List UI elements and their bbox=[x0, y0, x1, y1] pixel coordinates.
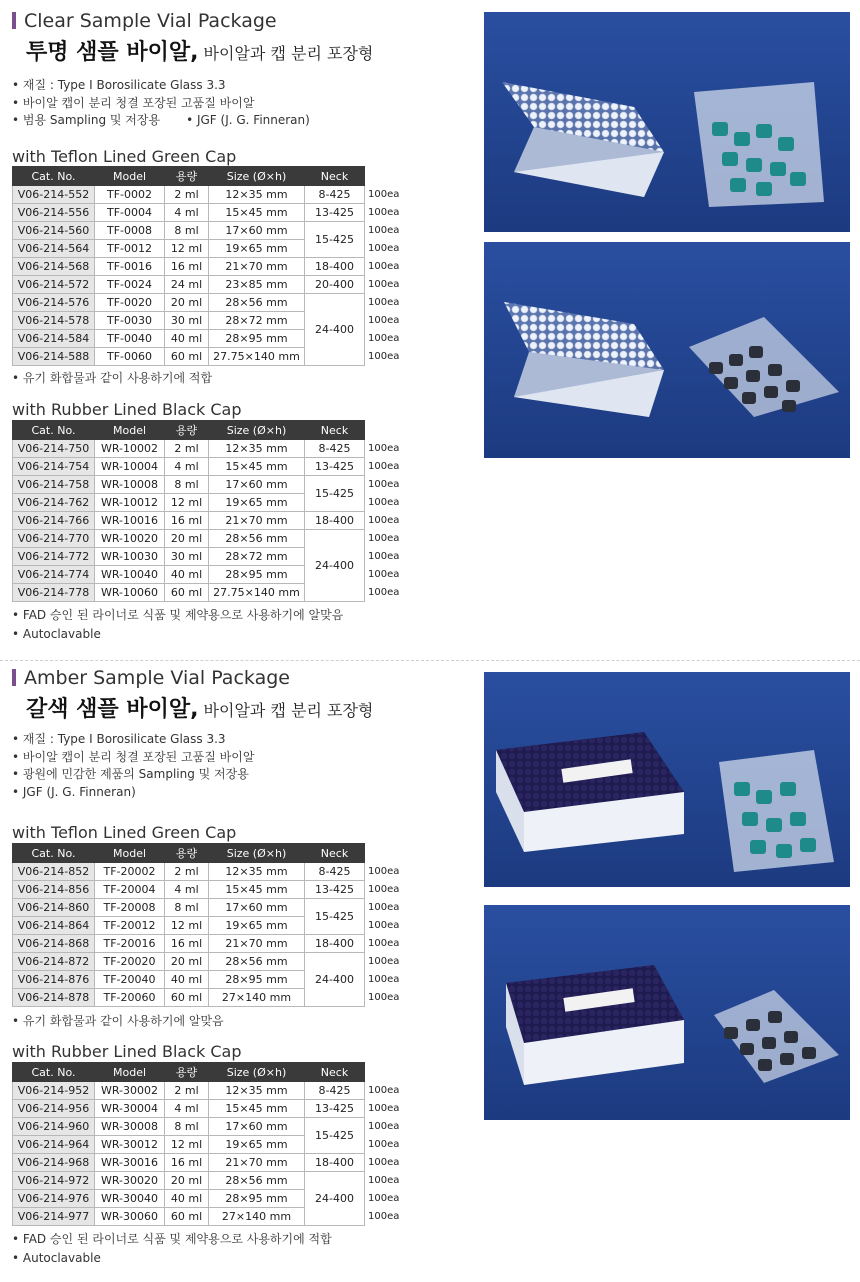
column-header: Size (Ø×h) bbox=[209, 421, 305, 440]
clear-vials-green-caps-photo bbox=[484, 12, 850, 232]
neck-cell: 8-425 bbox=[305, 186, 365, 204]
column-header: Neck bbox=[305, 844, 365, 863]
amber-rubber-title: with Rubber Lined Black Cap bbox=[12, 1042, 242, 1061]
column-header: Cat. No. bbox=[13, 421, 95, 440]
volume-cell: 8 ml bbox=[165, 222, 209, 240]
quantity-cell: 100ea bbox=[365, 312, 401, 330]
cat-no-cell: V06-214-568 bbox=[13, 258, 95, 276]
table-header-row bbox=[13, 421, 401, 440]
volume-cell: 60 ml bbox=[165, 584, 209, 602]
clear-rubber-notes: • FAD 승인 된 라이너로 식품 및 제약용으로 사용하기에 알맞음 • Autoclavable bbox=[12, 608, 344, 641]
column-header: Model bbox=[95, 844, 165, 863]
column-header: Size (Ø×h) bbox=[209, 844, 305, 863]
neck-cell: 13-425 bbox=[305, 204, 365, 222]
volume-cell: 20 ml bbox=[165, 1172, 209, 1190]
size-cell: 27.75×140 mm bbox=[209, 348, 305, 366]
volume-cell: 24 ml bbox=[165, 276, 209, 294]
quantity-cell: 100ea bbox=[365, 989, 401, 1007]
quantity-cell: 100ea bbox=[365, 258, 401, 276]
volume-cell: 16 ml bbox=[165, 258, 209, 276]
size-cell: 23×85 mm bbox=[209, 276, 305, 294]
size-cell: 28×95 mm bbox=[209, 1190, 305, 1208]
size-cell: 28×95 mm bbox=[209, 566, 305, 584]
model-cell: WR-10030 bbox=[95, 548, 165, 566]
table-row bbox=[13, 512, 401, 530]
model-cell: WR-30040 bbox=[95, 1190, 165, 1208]
size-cell: 19×65 mm bbox=[209, 240, 305, 258]
model-cell: TF-0024 bbox=[95, 276, 165, 294]
cat-no-cell: V06-214-588 bbox=[13, 348, 95, 366]
quantity-cell: 100ea bbox=[365, 476, 401, 494]
model-cell: WR-10040 bbox=[95, 566, 165, 584]
quantity-cell: 100ea bbox=[365, 917, 401, 935]
neck-cell: 8-425 bbox=[305, 863, 365, 881]
cat-no-cell: V06-214-872 bbox=[13, 953, 95, 971]
size-cell: 28×95 mm bbox=[209, 330, 305, 348]
volume-cell: 40 ml bbox=[165, 971, 209, 989]
clear-vials-black-caps-photo bbox=[484, 242, 850, 458]
model-cell: TF-20008 bbox=[95, 899, 165, 917]
table-row bbox=[13, 204, 401, 222]
size-cell: 21×70 mm bbox=[209, 1154, 305, 1172]
clear-rubber-table bbox=[12, 420, 401, 602]
quantity-cell: 100ea bbox=[365, 1136, 401, 1154]
bullet-item: • 광원에 민감한 제품의 Sampling 및 저장용 bbox=[12, 767, 249, 782]
quantity-cell: 100ea bbox=[365, 204, 401, 222]
table-row bbox=[13, 935, 401, 953]
clear-teflon-title: with Teflon Lined Green Cap bbox=[12, 147, 237, 166]
cat-no-cell: V06-214-864 bbox=[13, 917, 95, 935]
bullet-item: • 바이알 캡이 분리 청결 포장된 고품질 바이알 bbox=[12, 95, 255, 110]
table-row bbox=[13, 222, 401, 240]
bullet-item: • JGF (J. G. Finneran) bbox=[12, 785, 136, 800]
model-cell: WR-30008 bbox=[95, 1118, 165, 1136]
quantity-cell: 100ea bbox=[365, 440, 401, 458]
size-cell: 15×45 mm bbox=[209, 204, 305, 222]
size-cell: 12×35 mm bbox=[209, 1082, 305, 1100]
quantity-cell: 100ea bbox=[365, 863, 401, 881]
column-header: 용량 bbox=[165, 421, 209, 440]
volume-cell: 60 ml bbox=[165, 989, 209, 1007]
model-cell: TF-20060 bbox=[95, 989, 165, 1007]
quantity-cell: 100ea bbox=[365, 881, 401, 899]
cat-no-cell: V06-214-964 bbox=[13, 1136, 95, 1154]
volume-cell: 60 ml bbox=[165, 348, 209, 366]
volume-cell: 16 ml bbox=[165, 935, 209, 953]
size-cell: 17×60 mm bbox=[209, 899, 305, 917]
table-row bbox=[13, 953, 401, 971]
model-cell: TF-20016 bbox=[95, 935, 165, 953]
cat-no-cell: V06-214-878 bbox=[13, 989, 95, 1007]
neck-cell: 18-400 bbox=[305, 935, 365, 953]
cat-no-cell: V06-214-754 bbox=[13, 458, 95, 476]
column-header: Size (Ø×h) bbox=[209, 1063, 305, 1082]
size-cell: 28×72 mm bbox=[209, 312, 305, 330]
table-header-row bbox=[13, 844, 401, 863]
size-cell: 17×60 mm bbox=[209, 222, 305, 240]
size-cell: 17×60 mm bbox=[209, 476, 305, 494]
quantity-cell: 100ea bbox=[365, 512, 401, 530]
volume-cell: 8 ml bbox=[165, 476, 209, 494]
table-row bbox=[13, 863, 401, 881]
cat-no-cell: V06-214-560 bbox=[13, 222, 95, 240]
volume-cell: 2 ml bbox=[165, 863, 209, 881]
model-cell: WR-10012 bbox=[95, 494, 165, 512]
quantity-cell: 100ea bbox=[365, 548, 401, 566]
neck-cell: 20-400 bbox=[305, 276, 365, 294]
quantity-cell: 100ea bbox=[365, 1208, 401, 1226]
model-cell: WR-10008 bbox=[95, 476, 165, 494]
column-header: 용량 bbox=[165, 1063, 209, 1082]
model-cell: WR-10002 bbox=[95, 440, 165, 458]
bullet-item: • 재질 : Type I Borosilicate Glass 3.3 bbox=[12, 78, 226, 92]
column-header: Size (Ø×h) bbox=[209, 167, 305, 186]
model-cell: TF-20012 bbox=[95, 917, 165, 935]
amber-teflon-table bbox=[12, 843, 401, 1007]
amber-rubber-table bbox=[12, 1062, 401, 1226]
volume-cell: 20 ml bbox=[165, 530, 209, 548]
table-row bbox=[13, 258, 401, 276]
neck-cell: 15-425 bbox=[305, 476, 365, 512]
model-cell: WR-30016 bbox=[95, 1154, 165, 1172]
model-cell: WR-10004 bbox=[95, 458, 165, 476]
quantity-cell: 100ea bbox=[365, 222, 401, 240]
column-header: Model bbox=[95, 1063, 165, 1082]
cat-no-cell: V06-214-556 bbox=[13, 204, 95, 222]
volume-cell: 4 ml bbox=[165, 204, 209, 222]
bullet-item: • 재질 : Type I Borosilicate Glass 3.3 bbox=[12, 732, 226, 746]
amber-vials-green-caps-photo bbox=[484, 672, 850, 887]
model-cell: WR-10016 bbox=[95, 512, 165, 530]
column-header: 용량 bbox=[165, 167, 209, 186]
table-row bbox=[13, 440, 401, 458]
clear-spec-bullets bbox=[12, 77, 310, 130]
neck-cell: 18-400 bbox=[305, 1154, 365, 1172]
size-cell: 19×65 mm bbox=[209, 1136, 305, 1154]
cat-no-cell: V06-214-977 bbox=[13, 1208, 95, 1226]
volume-cell: 12 ml bbox=[165, 494, 209, 512]
volume-cell: 12 ml bbox=[165, 917, 209, 935]
quantity-cell: 100ea bbox=[365, 348, 401, 366]
volume-cell: 30 ml bbox=[165, 312, 209, 330]
model-cell: WR-10060 bbox=[95, 584, 165, 602]
size-cell: 19×65 mm bbox=[209, 917, 305, 935]
quantity-cell: 100ea bbox=[365, 935, 401, 953]
column-header: Neck bbox=[305, 421, 365, 440]
cat-no-cell: V06-214-578 bbox=[13, 312, 95, 330]
size-cell: 12×35 mm bbox=[209, 863, 305, 881]
cat-no-cell: V06-214-952 bbox=[13, 1082, 95, 1100]
cat-no-cell: V06-214-876 bbox=[13, 971, 95, 989]
table-row bbox=[13, 530, 401, 548]
neck-cell: 24-400 bbox=[305, 294, 365, 366]
table-row bbox=[13, 294, 401, 312]
volume-cell: 4 ml bbox=[165, 881, 209, 899]
neck-cell: 15-425 bbox=[305, 222, 365, 258]
quantity-cell: 100ea bbox=[365, 1100, 401, 1118]
size-cell: 12×35 mm bbox=[209, 186, 305, 204]
cat-no-cell: V06-214-758 bbox=[13, 476, 95, 494]
model-cell: TF-0016 bbox=[95, 258, 165, 276]
size-cell: 28×95 mm bbox=[209, 971, 305, 989]
model-cell: TF-0060 bbox=[95, 348, 165, 366]
cat-no-cell: V06-214-576 bbox=[13, 294, 95, 312]
model-cell: TF-20020 bbox=[95, 953, 165, 971]
column-header: Neck bbox=[305, 167, 365, 186]
clear-rubber-title: with Rubber Lined Black Cap bbox=[12, 400, 242, 419]
size-cell: 15×45 mm bbox=[209, 458, 305, 476]
table-row bbox=[13, 1172, 401, 1190]
quantity-cell: 100ea bbox=[365, 530, 401, 548]
model-cell: WR-30020 bbox=[95, 1172, 165, 1190]
cat-no-cell: V06-214-770 bbox=[13, 530, 95, 548]
volume-cell: 20 ml bbox=[165, 953, 209, 971]
size-cell: 28×56 mm bbox=[209, 953, 305, 971]
neck-cell: 18-400 bbox=[305, 512, 365, 530]
amber-section-title: Amber Sample Vial Package bbox=[12, 667, 290, 689]
cat-no-cell: V06-214-778 bbox=[13, 584, 95, 602]
table-row bbox=[13, 899, 401, 917]
volume-cell: 12 ml bbox=[165, 1136, 209, 1154]
neck-cell: 24-400 bbox=[305, 953, 365, 1007]
neck-cell: 15-425 bbox=[305, 1118, 365, 1154]
cat-no-cell: V06-214-564 bbox=[13, 240, 95, 258]
model-cell: TF-0012 bbox=[95, 240, 165, 258]
cat-no-cell: V06-214-774 bbox=[13, 566, 95, 584]
column-header: Cat. No. bbox=[13, 1063, 95, 1082]
volume-cell: 8 ml bbox=[165, 899, 209, 917]
cat-no-cell: V06-214-572 bbox=[13, 276, 95, 294]
volume-cell: 2 ml bbox=[165, 440, 209, 458]
amber-spec-bullets bbox=[12, 731, 254, 802]
size-cell: 17×60 mm bbox=[209, 1118, 305, 1136]
cat-no-cell: V06-214-852 bbox=[13, 863, 95, 881]
model-cell: TF-20040 bbox=[95, 971, 165, 989]
cat-no-cell: V06-214-772 bbox=[13, 548, 95, 566]
column-header: Model bbox=[95, 421, 165, 440]
size-cell: 21×70 mm bbox=[209, 512, 305, 530]
size-cell: 21×70 mm bbox=[209, 258, 305, 276]
cat-no-cell: V06-214-976 bbox=[13, 1190, 95, 1208]
cat-no-cell: V06-214-750 bbox=[13, 440, 95, 458]
table-row bbox=[13, 1082, 401, 1100]
quantity-cell: 100ea bbox=[365, 566, 401, 584]
volume-cell: 4 ml bbox=[165, 1100, 209, 1118]
table-row bbox=[13, 1100, 401, 1118]
cat-no-cell: V06-214-860 bbox=[13, 899, 95, 917]
quantity-cell: 100ea bbox=[365, 240, 401, 258]
model-cell: WR-30004 bbox=[95, 1100, 165, 1118]
quantity-cell: 100ea bbox=[365, 276, 401, 294]
cat-no-cell: V06-214-552 bbox=[13, 186, 95, 204]
quantity-cell: 100ea bbox=[365, 294, 401, 312]
neck-cell: 15-425 bbox=[305, 899, 365, 935]
model-cell: WR-30060 bbox=[95, 1208, 165, 1226]
table-row bbox=[13, 458, 401, 476]
volume-cell: 40 ml bbox=[165, 1190, 209, 1208]
size-cell: 27.75×140 mm bbox=[209, 584, 305, 602]
table-header-row bbox=[13, 1063, 401, 1082]
neck-cell: 13-425 bbox=[305, 881, 365, 899]
size-cell: 28×56 mm bbox=[209, 1172, 305, 1190]
size-cell: 15×45 mm bbox=[209, 1100, 305, 1118]
size-cell: 27×140 mm bbox=[209, 1208, 305, 1226]
model-cell: TF-0004 bbox=[95, 204, 165, 222]
neck-cell: 8-425 bbox=[305, 1082, 365, 1100]
table-row bbox=[13, 476, 401, 494]
model-cell: TF-0030 bbox=[95, 312, 165, 330]
column-header: Neck bbox=[305, 1063, 365, 1082]
size-cell: 28×56 mm bbox=[209, 530, 305, 548]
cat-no-cell: V06-214-960 bbox=[13, 1118, 95, 1136]
quantity-cell: 100ea bbox=[365, 186, 401, 204]
quantity-cell: 100ea bbox=[365, 953, 401, 971]
cat-no-cell: V06-214-972 bbox=[13, 1172, 95, 1190]
table-row bbox=[13, 186, 401, 204]
quantity-cell: 100ea bbox=[365, 1172, 401, 1190]
quantity-cell: 100ea bbox=[365, 1190, 401, 1208]
size-cell: 15×45 mm bbox=[209, 881, 305, 899]
neck-cell: 24-400 bbox=[305, 1172, 365, 1226]
table-row bbox=[13, 276, 401, 294]
title-accent-bar bbox=[12, 12, 16, 29]
size-cell: 28×56 mm bbox=[209, 294, 305, 312]
quantity-cell: 100ea bbox=[365, 1082, 401, 1100]
column-header: Model bbox=[95, 167, 165, 186]
neck-cell: 13-425 bbox=[305, 458, 365, 476]
size-cell: 12×35 mm bbox=[209, 440, 305, 458]
quantity-cell: 100ea bbox=[365, 1118, 401, 1136]
cat-no-cell: V06-214-956 bbox=[13, 1100, 95, 1118]
cat-no-cell: V06-214-762 bbox=[13, 494, 95, 512]
model-cell: WR-30012 bbox=[95, 1136, 165, 1154]
quantity-cell: 100ea bbox=[365, 1154, 401, 1172]
table-row bbox=[13, 1118, 401, 1136]
cat-no-cell: V06-214-968 bbox=[13, 1154, 95, 1172]
volume-cell: 60 ml bbox=[165, 1208, 209, 1226]
column-header: Cat. No. bbox=[13, 844, 95, 863]
clear-section-ko-title: 투명 샘플 바이알, 바이알과 캡 분리 포장형 bbox=[26, 40, 374, 65]
volume-cell: 20 ml bbox=[165, 294, 209, 312]
bullet-item: • 바이알 캡이 분리 청결 포장된 고품질 바이알 bbox=[12, 749, 255, 764]
size-cell: 21×70 mm bbox=[209, 935, 305, 953]
volume-cell: 4 ml bbox=[165, 458, 209, 476]
size-cell: 28×72 mm bbox=[209, 548, 305, 566]
amber-section-ko-title: 갈색 샘플 바이알, 바이알과 캡 분리 포장형 bbox=[26, 697, 374, 722]
cat-no-cell: V06-214-766 bbox=[13, 512, 95, 530]
amber-vials-black-caps-photo bbox=[484, 905, 850, 1120]
section-divider bbox=[0, 660, 860, 661]
quantity-cell: 100ea bbox=[365, 494, 401, 512]
amber-rubber-notes: • FAD 승인 된 라이너로 식품 및 제약용으로 사용하기에 적합 • Autoclavable bbox=[12, 1232, 332, 1265]
volume-cell: 8 ml bbox=[165, 1118, 209, 1136]
clear-teflon-table bbox=[12, 166, 401, 366]
model-cell: TF-0008 bbox=[95, 222, 165, 240]
bullet-item: • 범용 Sampling 및 저장용 • JGF (J. G. Finneran) bbox=[12, 113, 310, 128]
amber-teflon-note: • 유기 화합물과 같이 사용하기에 알맞음 bbox=[12, 1014, 224, 1028]
volume-cell: 12 ml bbox=[165, 240, 209, 258]
quantity-cell: 100ea bbox=[365, 458, 401, 476]
size-cell: 19×65 mm bbox=[209, 494, 305, 512]
model-cell: TF-0002 bbox=[95, 186, 165, 204]
table-header-row bbox=[13, 167, 401, 186]
cat-no-cell: V06-214-584 bbox=[13, 330, 95, 348]
volume-cell: 2 ml bbox=[165, 186, 209, 204]
model-cell: WR-30002 bbox=[95, 1082, 165, 1100]
volume-cell: 30 ml bbox=[165, 548, 209, 566]
volume-cell: 16 ml bbox=[165, 512, 209, 530]
clear-section-title: Clear Sample Vial Package bbox=[12, 10, 277, 32]
table-row bbox=[13, 881, 401, 899]
volume-cell: 40 ml bbox=[165, 330, 209, 348]
neck-cell: 13-425 bbox=[305, 1100, 365, 1118]
title-accent-bar bbox=[12, 669, 16, 686]
neck-cell: 24-400 bbox=[305, 530, 365, 602]
volume-cell: 2 ml bbox=[165, 1082, 209, 1100]
model-cell: TF-0040 bbox=[95, 330, 165, 348]
quantity-cell: 100ea bbox=[365, 899, 401, 917]
neck-cell: 18-400 bbox=[305, 258, 365, 276]
cat-no-cell: V06-214-856 bbox=[13, 881, 95, 899]
table-row bbox=[13, 1154, 401, 1172]
model-cell: TF-20002 bbox=[95, 863, 165, 881]
quantity-cell: 100ea bbox=[365, 584, 401, 602]
quantity-cell: 100ea bbox=[365, 971, 401, 989]
clear-teflon-note: • 유기 화합물과 같이 사용하기에 적합 bbox=[12, 371, 213, 385]
model-cell: TF-20004 bbox=[95, 881, 165, 899]
column-header: Cat. No. bbox=[13, 167, 95, 186]
cat-no-cell: V06-214-868 bbox=[13, 935, 95, 953]
volume-cell: 16 ml bbox=[165, 1154, 209, 1172]
size-cell: 27×140 mm bbox=[209, 989, 305, 1007]
column-header: 용량 bbox=[165, 844, 209, 863]
model-cell: TF-0020 bbox=[95, 294, 165, 312]
neck-cell: 8-425 bbox=[305, 440, 365, 458]
model-cell: WR-10020 bbox=[95, 530, 165, 548]
quantity-cell: 100ea bbox=[365, 330, 401, 348]
volume-cell: 40 ml bbox=[165, 566, 209, 584]
amber-teflon-title: with Teflon Lined Green Cap bbox=[12, 823, 237, 842]
